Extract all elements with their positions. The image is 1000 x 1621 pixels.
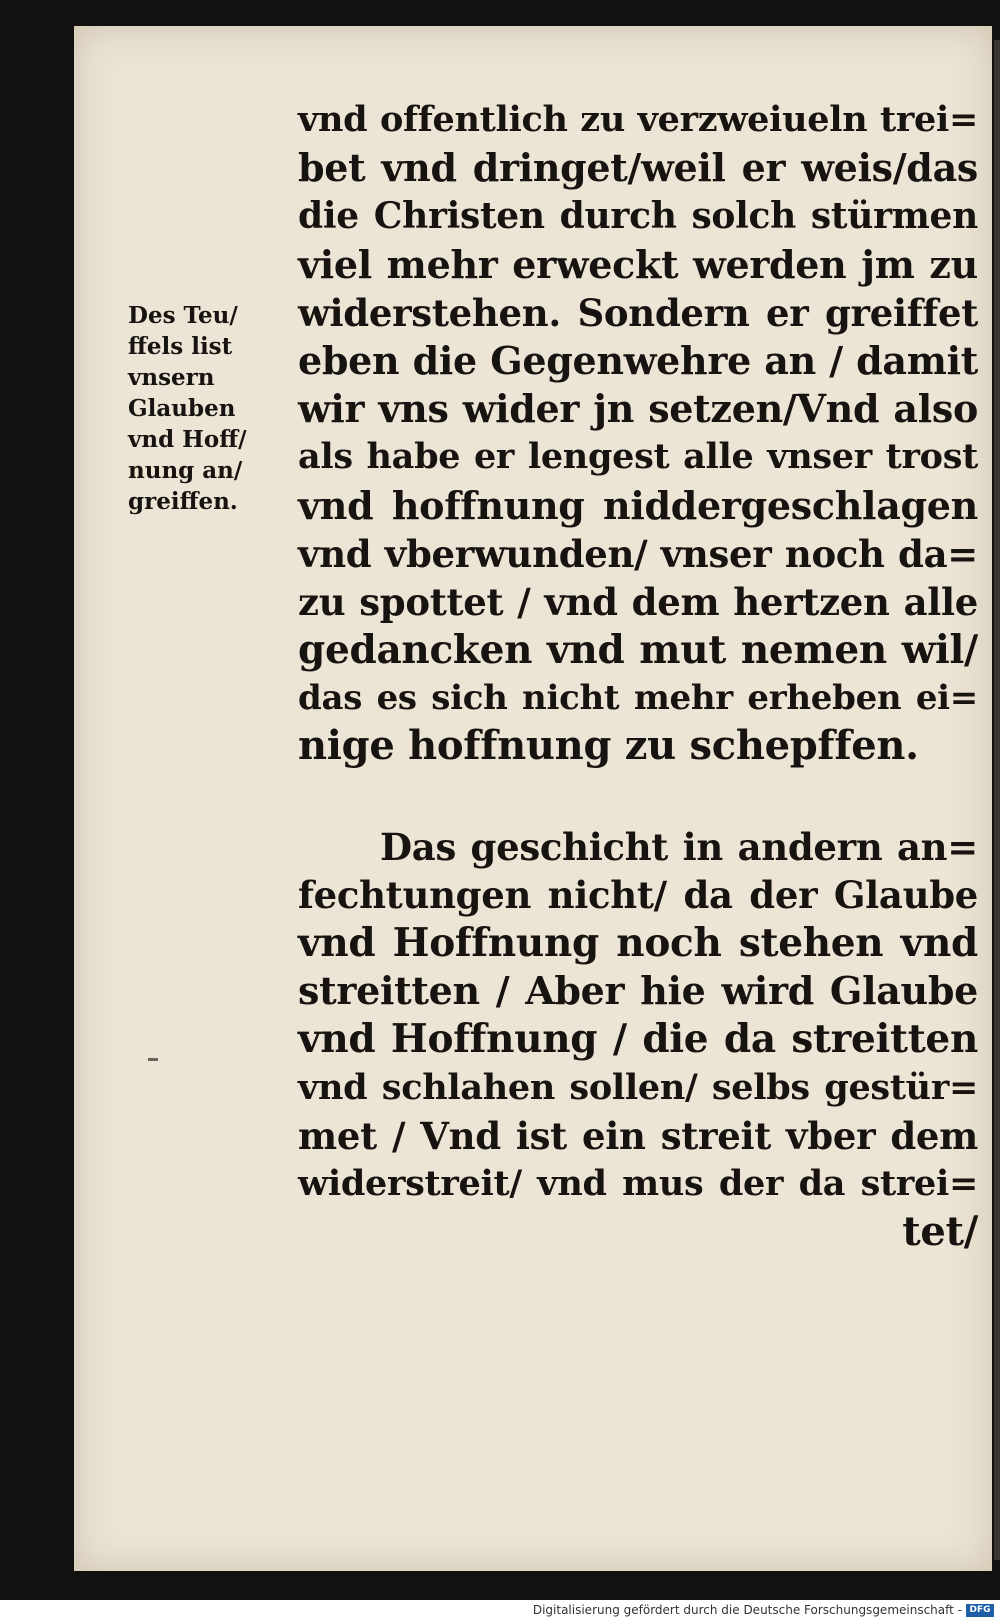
text-line: vnd hoffnung niddergeschlagen xyxy=(298,482,978,528)
text-line: wir vns wider jn setzen/Vnd also xyxy=(298,386,978,432)
text-line: Das geschicht in andern an= xyxy=(380,824,978,869)
footer-bar xyxy=(0,1600,1000,1621)
margin-note xyxy=(128,300,288,517)
text-line: zu spottet / vnd dem hertzen alle xyxy=(298,579,978,624)
text-line: die Christen durch solch stürmen xyxy=(298,195,978,238)
text-line: widerstehen. Sondern er greiffet xyxy=(298,290,978,335)
text-line: vnd Hoffnung noch stehen vnd xyxy=(298,920,978,966)
text-line: das es sich nicht mehr erheben ei= xyxy=(298,678,978,719)
margin-note-line: ffels list xyxy=(128,333,233,360)
text-line: gedancken vnd mut nemen wil/ xyxy=(298,627,978,674)
page-edge xyxy=(994,40,1000,1560)
margin-mark xyxy=(148,1058,158,1061)
paragraph-gap xyxy=(298,771,978,823)
main-text-block xyxy=(298,96,978,1256)
text-line: met / Vnd ist ein streit vber dem xyxy=(298,1113,978,1158)
text-line: vnd Hoffnung / die da streitten xyxy=(298,1016,978,1063)
text-line: vnd schlahen sollen/ selbs gestür= xyxy=(298,1066,978,1108)
text-line: vnd offentlich zu verzweiueln trei= xyxy=(298,99,978,140)
text-line: als habe er lengest alle vnser trost xyxy=(298,436,978,478)
text-line: bet vnd dringet/weil er weis/das xyxy=(298,145,978,191)
catchword: tet/ xyxy=(902,1208,978,1256)
margin-note-line: vnd Hoff/ xyxy=(128,426,247,453)
margin-note-line: vnsern xyxy=(128,364,215,391)
margin-note-line: greiffen. xyxy=(128,488,238,515)
margin-note-line: Des Teu/ xyxy=(128,302,238,329)
text-line: viel mehr erweckt werden jm zu xyxy=(298,241,978,287)
text-line: nige hoffnung zu schepffen. xyxy=(298,722,919,770)
text-line: fechtungen nicht/ da der Glaube xyxy=(298,872,978,917)
margin-note-line: nung an/ xyxy=(128,457,243,484)
funding-note: Digitalisierung gefördert durch die Deutsche Forschungsgemeinschaft - xyxy=(532,1603,962,1617)
margin-note-line: Glauben xyxy=(128,395,236,422)
text-line: widerstreit/ vnd mus der da strei= xyxy=(298,1162,978,1204)
dfg-logo: DFG xyxy=(966,1604,994,1617)
text-line: streitten / Aber hie wird Glaube xyxy=(298,968,978,1014)
text-line: eben die Gegenwehre an / damit xyxy=(298,337,978,383)
text-line: vnd vberwunden/ vnser noch da= xyxy=(298,531,978,576)
